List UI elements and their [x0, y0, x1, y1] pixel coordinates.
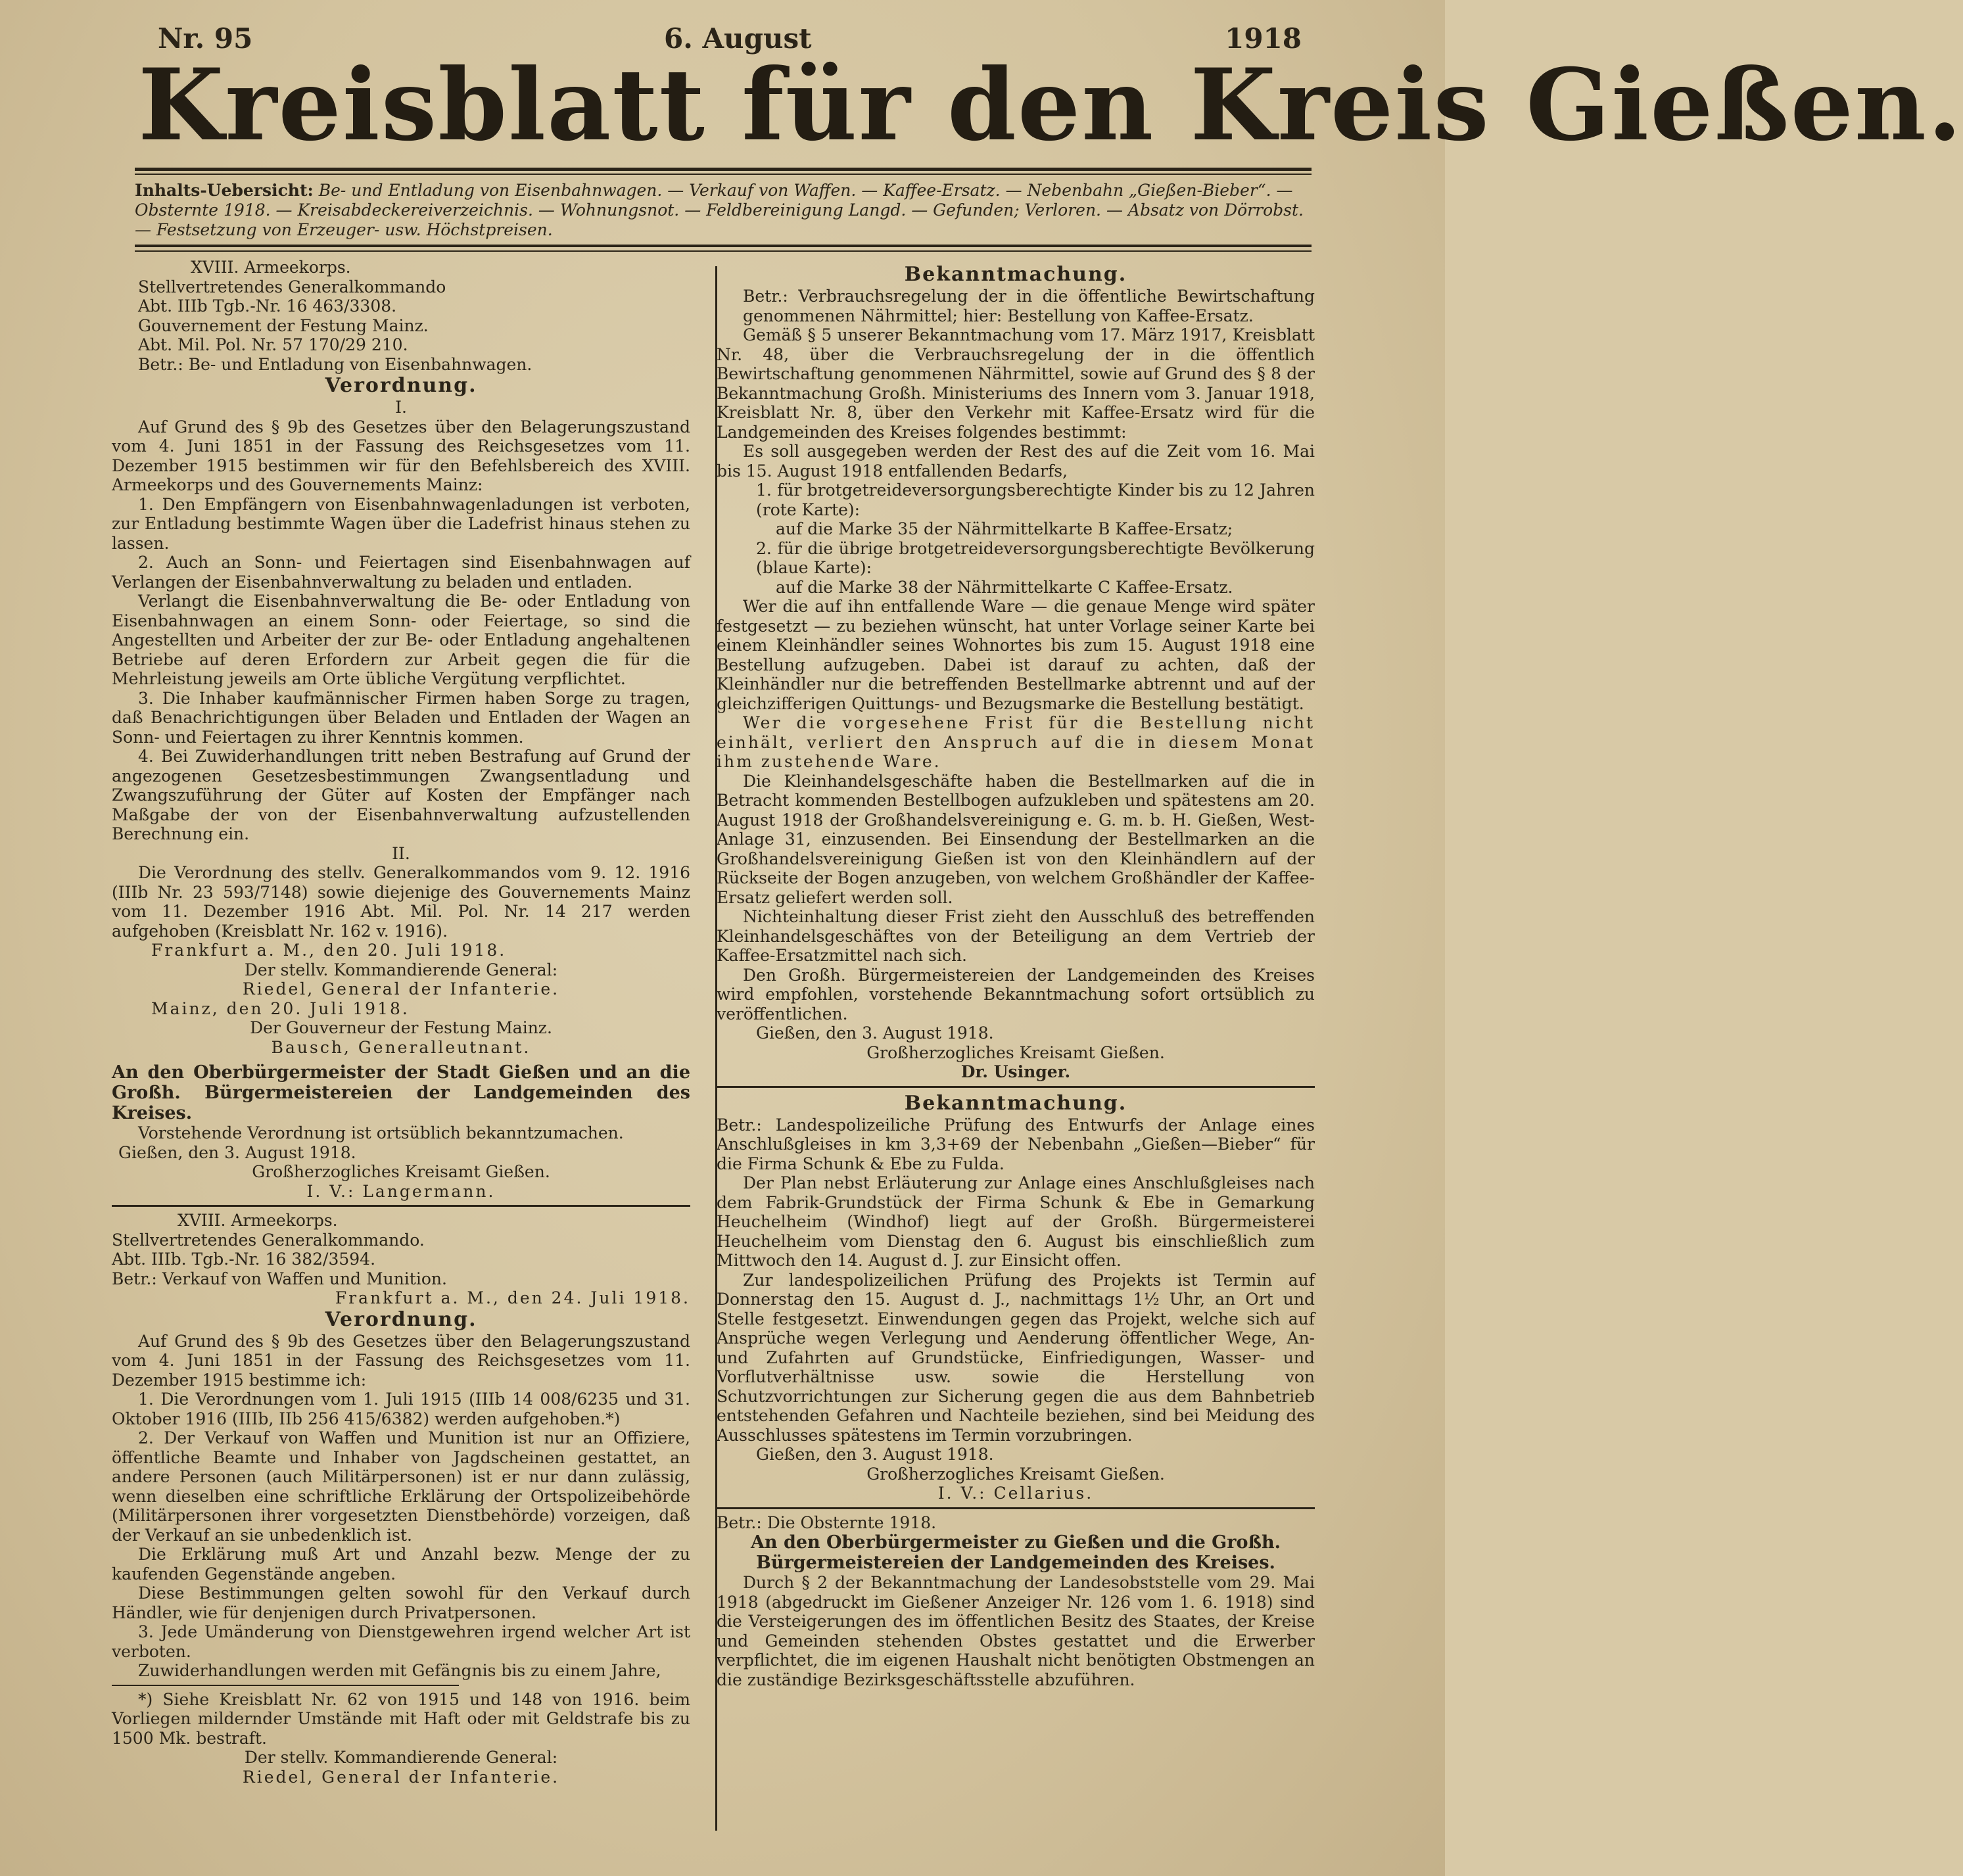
signature-line: Großherzogliches Kreisamt Gießen. — [866, 1464, 1165, 1484]
issuer-line: XVIII. Armeekorps. — [177, 1211, 338, 1230]
paragraph: Auf Grund des § 9b des Gesetzes über den Belagerungszustand vom 4. Juni 1851 in der Fassung des Reichsgesetzes vom 11. Dezember 1915 bestimme ich: — [112, 1331, 690, 1390]
toc-rule — [135, 245, 1312, 247]
right-column — [717, 263, 1315, 1834]
footnote-rule — [112, 1685, 459, 1686]
article-siding-track — [717, 1092, 1315, 1503]
issuer-line: XVIII. Armeekorps. — [191, 258, 351, 277]
signature-line: I. V.: Langermann. — [306, 1181, 496, 1201]
signature-line: Großherzogliches Kreisamt Gießen. — [252, 1162, 550, 1181]
toc-text: Be- und Entladung von Eisenbahnwagen. — Verkauf von Waffen. — Kaffee-Ersatz. — Nebenbahn „Gießen-Bieber“. — Obsternte 1918. — Kreisabdeckereiverzeichnis. — Wohnungsnot. — Feldbereinigung Langd. — Gefunden; Verloren. — Absatz von Dörrobst. — Festsetzung von Erzeuger- usw. Höchstpreisen. — [135, 181, 1304, 239]
list-item: 2. für die übrige brotgetreideversorgungsberechtigte Bevölkerung (blaue Karte): — [756, 538, 1315, 577]
paragraph: Verlangt die Eisenbahnverwaltung die Be- oder Entladung von Eisenbahnwagen an einem Sonn- oder Feiertage, so sind die Angestellten und Arbeiter der zur Be- oder Entladung angehaltenen Betriebe auf deren Erfordern zur Arbeit gegen die für die Mehrleistung jeweils am Orte übliche Vergütung verpflichtet. — [112, 592, 690, 688]
paragraph: Auf Grund des § 9b des Gesetzes über den Belagerungszustand vom 4. Juni 1851 in der Fassung des Reichsgesetzes vom 11. Dezember 1915 bestimmen wir für den Befehlsbereich des XVIII. Armeekorps und des Gouvernements Mainz: — [112, 417, 690, 494]
signature-line: Großherzogliches Kreisamt Gießen. — [866, 1043, 1165, 1062]
signature-line: Der stellv. Kommandierende General: — [244, 1748, 558, 1767]
signature-line: Frankfurt a. M., den 20. Juli 1918. — [151, 941, 507, 960]
article-weapons-sale — [112, 1211, 690, 1787]
article-fruit-harvest — [717, 1513, 1315, 1690]
article-coffee-substitute — [717, 263, 1315, 1082]
toc-rule-thin — [135, 250, 1312, 252]
toc-label: Inhalts-Uebersicht: — [135, 181, 314, 200]
issuer-line: Stellvertretendes Generalkommando — [138, 277, 446, 296]
issuer-line: Abt. IIIb Tgb.-Nr. 16 463/3308. — [138, 296, 397, 316]
article-railway-loading — [112, 258, 690, 1057]
betr-line: Betr.: Be- und Entladung von Eisenbahnwagen. — [138, 354, 532, 374]
article-heading: An den Oberbürgermeister der Stadt Gießen und an die Großh. Bürgermeistereien der Landgemeinden des Kreises. — [112, 1062, 690, 1123]
issuer-line: Abt. Mil. Pol. Nr. 57 170/29 210. — [138, 335, 408, 354]
signature-line: Mainz, den 20. Juli 1918. — [151, 998, 410, 1018]
paragraph: Es soll ausgegeben werden der Rest des auf die Zeit vom 16. Mai bis 15. August 1918 entfallenden Bedarfs, — [717, 442, 1315, 481]
paragraph: Diese Bestimmungen gelten sowohl für den Verkauf durch Händler, wie für denjenigen durch Privatpersonen. — [112, 1583, 690, 1622]
left-column — [112, 258, 690, 1829]
article-heading: Bekanntmachung. — [904, 263, 1127, 286]
article-heading: An den Oberbürgermeister zu Gießen und die Großh. Bürgermeistereien der Landgemeinden des Kreises. — [750, 1532, 1281, 1573]
paragraph: 3. Die Inhaber kaufmännischer Firmen haben Sorge zu tragen, daß Benachrichtigungen über Beladen und Entladen der Wagen an Sonn- und Feiertagen zu ihrer Kenntnis kommen. — [112, 688, 690, 747]
betr-line: Betr.: Verkauf von Waffen und Munition. — [112, 1269, 447, 1288]
paragraph: Wer die vorgesehene Frist für die Bestellung nicht einhält, verliert den Anspruch auf die in diesem Monat ihm zustehende Ware. — [717, 713, 1315, 771]
list-item: auf die Marke 35 der Nährmittelkarte B Kaffee-Ersatz; — [776, 519, 1233, 538]
paragraph: Die Erklärung muß Art und Anzahl bezw. Menge der zu kaufenden Gegenstände angeben. — [112, 1545, 690, 1583]
article-divider — [717, 1086, 1315, 1088]
title-rule — [135, 168, 1312, 171]
issuer-line: Abt. IIIb. Tgb.-Nr. 16 382/3594. — [112, 1250, 376, 1269]
article-heading: Verordnung. — [325, 374, 477, 397]
signature-line: Der Gouverneur der Festung Mainz. — [250, 1018, 552, 1037]
signature-line: Gießen, den 3. August 1918. — [756, 1445, 994, 1464]
paragraph: 3. Jede Umänderung von Dienstgewehren irgend welcher Art ist verboten. — [112, 1622, 690, 1661]
signature-line: Der stellv. Kommandierende General: — [244, 960, 558, 979]
paragraph: 2. Der Verkauf von Waffen und Munition ist nur an Offiziere, öffentliche Beamte und Inhaber von Jagdscheinen gestattet, an andere Personen (auch Militärpersonen) ist er nur dann zulässig, wenn dieselben eine schriftliche Erklärung der Ortspolizeibehörde (Militärpersonen ihrer vorgesetzten Dienstbehörde) vorzeigen, daß der Verkauf an sie unbedenklich ist. — [112, 1428, 690, 1545]
paragraph: Nichteinhaltung dieser Frist zieht den Ausschluß des betreffenden Kleinhandelsgeschäftes von der Beteiligung an dem Vertrieb der Kaffee-Ersatzmittel nach sich. — [717, 907, 1315, 965]
list-item: 1. für brotgetreideversorgungsberechtigte Kinder bis zu 12 Jahren (rote Karte): — [756, 481, 1315, 519]
newspaper-title: Kreisblatt für den Kreis Gießen. — [138, 47, 1963, 163]
issue-year: 1918 — [1225, 22, 1302, 55]
paragraph: 4. Bei Zuwiderhandlungen tritt neben Bestrafung auf Grund der angezogenen Gesetzesbestimmungen Zwangsentladung und Zwangszuführung der Güter auf Kosten der Empfänger nach Maßgabe der von der Eisenbahnverwaltung aufzustellenden Berechnung ein. — [112, 747, 690, 843]
footnote: *) Siehe Kreisblatt Nr. 62 von 1915 und 148 von 1916. beim Vorliegen mildernder Umstände mit Haft oder mit Geldstrafe bis zu 1500 Mk. bestraft. — [112, 1689, 690, 1748]
paragraph: 1. Den Empfängern von Eisenbahnwagenladungen ist verboten, zur Entladung bestimmte Wagen über die Ladefrist hinaus stehen zu lassen. — [112, 494, 690, 553]
issue-number: Nr. 95 — [158, 22, 253, 55]
table-of-contents — [135, 181, 1312, 246]
paragraph: 1. Die Verordnungen vom 1. Juli 1915 (IIIb 14 008/6235 und 31. Oktober 1916 (IIIb, IIb 256 415/6382) werden aufgehoben.*) — [112, 1390, 690, 1428]
date-line: Frankfurt a. M., den 24. Juli 1918. — [335, 1288, 690, 1307]
signature-line: Riedel, General der Infanterie. — [242, 1767, 560, 1787]
article-divider — [112, 1205, 690, 1207]
article-divider — [717, 1507, 1315, 1509]
signature-line: Dr. Usinger. — [960, 1062, 1071, 1081]
betr-line: Betr.: Die Obsternte 1918. — [717, 1513, 937, 1532]
paragraph: Wer die auf ihn entfallende Ware — die genaue Menge wird später festgesetzt — zu beziehen wünscht, hat unter Vorlage seiner Karte bei einem Kleinhändler seines Wohnortes bis zum 15. August 1918 eine Bestellung aufzugeben. Dabei ist darauf zu achten, daß der Kleinhändler nur die betreffenden Bestellmarke abtrennt und auf der gleichzifferigen Quittungs- und Bezugsmarke die Bestellung bestätigt. — [717, 597, 1315, 713]
paragraph: Gemäß § 5 unserer Bekanntmachung vom 17. März 1917, Kreisblatt Nr. 48, über die Verbrauchsregelung der in die öffentlich Bewirtschaftung genommenen Nährmittel, sowie auf Grund des § 8 der Bekanntmachung Großh. Ministeriums des Innern vom 3. Januar 1918, Kreisblatt Nr. 8, über den Verkehr mit Kaffee-Ersatz wird für die Landgemeinden des Kreises folgendes bestimmt: — [717, 325, 1315, 442]
paragraph: Zur landespolizeilichen Prüfung des Projekts ist Termin auf Donnerstag den 15. August d. J., nachmittags 1½ Uhr, an Ort und Stelle festgesetzt. Einwendungen gegen das Projekt, welche sich auf Ansprüche wegen Verlegung und Aenderung öffentlicher Wege, An- und Zufahrten auf Grundstücke, Einfriedigungen, Wasser- und Vorflutverhältnisse usw. sowie die Herstellung von Schutzvorrichtungen zur Sicherung gegen die aus dem Bahnbetrieb entstehenden Gefahren und Nachteile beziehen, sind bei Meidung des Ausschlusses spätestens im Termin vorzubringen. — [717, 1270, 1315, 1445]
signature-line: Bausch, Generalleutnant. — [271, 1037, 531, 1057]
paragraph: Die Verordnung des stellv. Generalkommandos vom 9. 12. 1916 (IIIb Nr. 23 593/7148) sowie diejenige des Gouvernements Mainz vom 11. Dezember 1916 Abt. Mil. Pol. Nr. 14 217 werden aufgehoben (Kreisblatt Nr. 162 v. 1916). — [112, 863, 690, 941]
signature-line: Riedel, General der Infanterie. — [242, 979, 560, 998]
betr-line: Betr.: Verbrauchsregelung der in die öffentliche Bewirtschaftung genommenen Nährmittel; hier: Bestellung von Kaffee-Ersatz. — [743, 287, 1315, 325]
signature-line: Gießen, den 3. August 1918. — [756, 1023, 994, 1043]
list-item: auf die Marke 38 der Nährmittelkarte C Kaffee-Ersatz. — [776, 577, 1233, 597]
paragraph: Durch § 2 der Bekanntmachung der Landesobststelle vom 29. Mai 1918 (abgedruckt im Gießener Anzeiger Nr. 126 vom 1. 6. 1918) sind die Versteigerungen des im öffentlichen Besitz des Staates, der Kreise und Gemeinden stehenden Obstes gestattet und die Erwerber verpflichtet, die im eigenen Haushalt nicht benötigten Obstmengen an die zuständige Bezirksgeschäftsstelle abzuführen. — [717, 1573, 1315, 1689]
title-rule-thin — [135, 174, 1312, 175]
paragraph: Vorstehende Verordnung ist ortsüblich bekanntzumachen. — [138, 1123, 624, 1142]
section-number: II. — [392, 843, 410, 863]
signature-line: Gießen, den 3. August 1918. — [118, 1142, 356, 1162]
issuer-line: Gouvernement der Festung Mainz. — [138, 316, 429, 335]
betr-line: Betr.: Landespolizeiliche Prüfung des Entwurfs der Anlage eines Anschlußgleises in km 3,3+69 der Nebenbahn „Gießen—Bieber“ für die Firma Schunk & Ebe zu Fulda. — [717, 1115, 1315, 1173]
issuer-line: Stellvertretendes Generalkommando. — [112, 1230, 425, 1250]
article-heading: Verordnung. — [325, 1307, 477, 1331]
signature-line: I. V.: Cellarius. — [937, 1484, 1094, 1503]
article-heading: Bekanntmachung. — [904, 1091, 1127, 1115]
issue-date: 6. August — [664, 22, 812, 55]
paragraph: Den Großh. Bürgermeistereien der Landgemeinden des Kreises wird empfohlen, vorstehende Bekanntmachung sofort ortsüblich zu veröffentlichen. — [717, 965, 1315, 1023]
paragraph: 2. Auch an Sonn- und Feiertagen sind Eisenbahnwagen auf Verlangen der Eisenbahnverwaltung zu beladen und entladen. — [112, 553, 690, 592]
article-instruction-mayors — [112, 1062, 690, 1201]
paragraph: Zuwiderhandlungen werden mit Gefängnis bis zu einem Jahre, — [138, 1661, 661, 1680]
paragraph: Der Plan nebst Erläuterung zur Anlage eines Anschlußgleises nach dem Fabrik-Grundstück der Firma Schunk & Ebe in Gemarkung Heuchelheim (Windhof) liegt auf der Großh. Bürgermeisterei Heuchelheim vom Dienstag den 6. August bis einschließlich zum Mittwoch den 14. August d. J. zur Einsicht offen. — [717, 1173, 1315, 1270]
paragraph: Die Kleinhandelsgeschäfte haben die Bestellmarken auf die in Betracht kommenden Bestellbogen aufzukleben und spätestens am 20. August 1918 der Großhandelsvereinigung e. G. m. b. H. Gießen, West-Anlage 31, einzusenden. Bei Einsendung der Bestellmarken an die Großhandelsvereinigung Gießen ist von den Kleinhändlern auf der Rückseite der Bogen anzugeben, von welchem Großhändler der Kaffee-Ersatz geliefert werden soll. — [717, 771, 1315, 907]
section-number: I. — [395, 398, 407, 417]
